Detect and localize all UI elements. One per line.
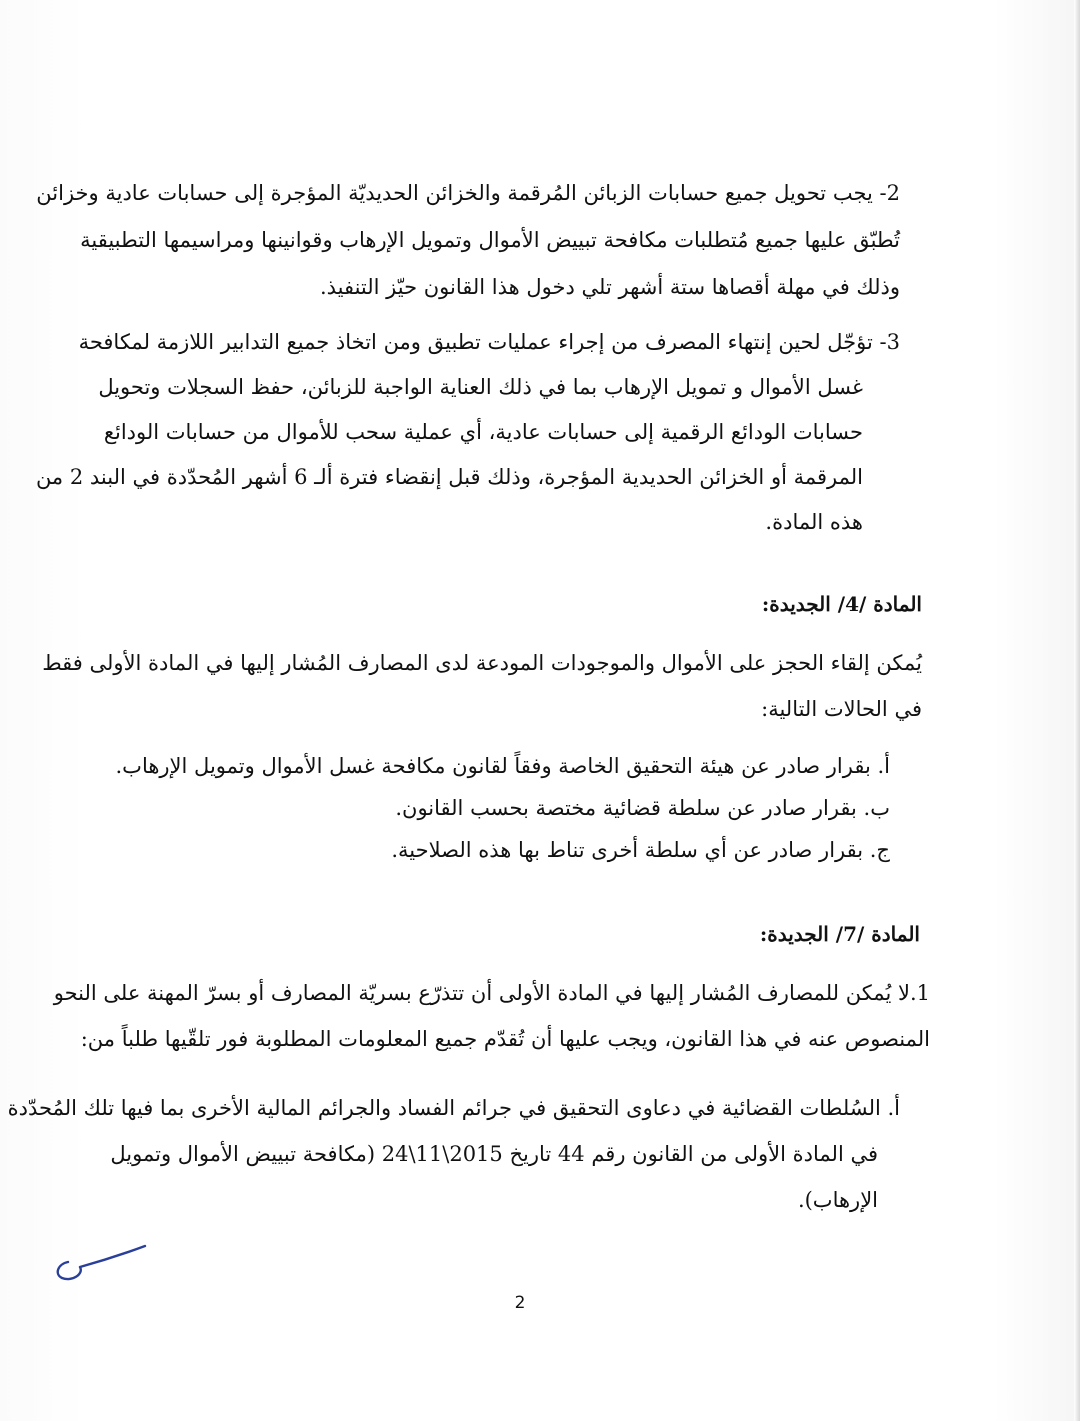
article-7-sub-a <box>7 1085 900 1223</box>
item-3-line-3: حسابات الودائع الرقمية إلى حسابات عادية، أي عملية سحب للأموال من حسابات الودائع <box>103 420 863 444</box>
article-4-intro <box>42 640 922 732</box>
article-7-para-1-line-1: 1.لا يُمكن للمصارف المُشار إليها في المادة الأولى أن تتذرّع بسريّة المصارف أو بسرّ المهنة على النحو <box>53 981 930 1005</box>
article-4-heading: المادة /4/ الجديدة: <box>761 592 922 616</box>
article-7-para-1-line-2: المنصوص عنه في هذا القانون، ويجب عليها أن تُقدّم جميع المعلومات المطلوبة فور تلقّيها طلباً من: <box>80 1027 930 1051</box>
item-3-line-2: غسل الأموال و تمويل الإرهاب بما في ذلك العناية الواجبة للزبائن، حفظ السجلات وتحويل <box>98 375 863 399</box>
page-number: 2 <box>514 1293 526 1313</box>
item-3-paragraph <box>35 320 900 545</box>
article-4-item-b: ب. بقرار صادر عن سلطة قضائية مختصة بحسب القانون. <box>395 796 890 820</box>
article-7-heading: المادة /7/ الجديدة: <box>759 922 920 946</box>
item-2-line-1: 2- يجب تحويل جميع حسابات الزبائن المُرقمة والخزائن الحديديّة المؤجرة إلى حسابات عادية وخزائن <box>36 181 900 205</box>
article-4-list <box>115 745 890 871</box>
article-7-paragraph-1 <box>53 970 930 1062</box>
article-4-intro-line-1: يُمكن إلقاء الحجز على الأموال والموجودات المودعة لدى المصارف المُشار إليها في المادة الأولى فقط <box>42 651 922 675</box>
item-2-paragraph <box>36 170 900 311</box>
article-7-sub-a-line-2: في المادة الأولى من القانون رقم 44 تاريخ 2015\11\24 (مكافحة تبييض الأموال وتمويل <box>110 1142 878 1166</box>
article-7-sub-a-line-1: أ. السُلطات القضائية في دعاوى التحقيق في جرائم الفساد والجرائم المالية الأخرى بما فيها تلك المُحدّدة <box>7 1096 900 1120</box>
item-2-line-3: وذلك في مهلة أقصاها ستة أشهر تلي دخول هذا القانون حيّز التنفيذ. <box>319 275 900 299</box>
item-3-line-5: هذه المادة. <box>765 510 863 534</box>
page-edge-shadow <box>1074 0 1080 1421</box>
item-3-line-1: 3- تؤجّل لحين إنتهاء المصرف من إجراء عمليات تطبيق ومن اتخاذ جميع التدابير اللازمة لمكافحة <box>78 330 900 354</box>
item-3-line-4: المرقمة أو الخزائن الحديدية المؤجرة، وذلك قبل إنقضاء فترة ألـ 6 أشهر المُحدّدة في البند 2 من <box>35 465 863 489</box>
article-4-item-a: أ. بقرار صادر عن هيئة التحقيق الخاصة وفقاً لقانون مكافحة غسل الأموال وتمويل الإرهاب. <box>115 754 890 778</box>
item-2-line-2: تُطبّق عليها جميع مُتطلبات مكافحة تبييض الأموال وتمويل الإرهاب وقوانينها ومراسيمها التطبيقية <box>80 228 900 252</box>
handwritten-signature <box>50 1240 160 1290</box>
article-7-sub-a-line-3: الإرهاب). <box>797 1188 878 1212</box>
article-4-intro-line-2: في الحالات التالية: <box>761 697 922 721</box>
article-4-item-c: ج. بقرار صادر عن أي سلطة أخرى تناط بها هذه الصلاحية. <box>391 838 890 862</box>
